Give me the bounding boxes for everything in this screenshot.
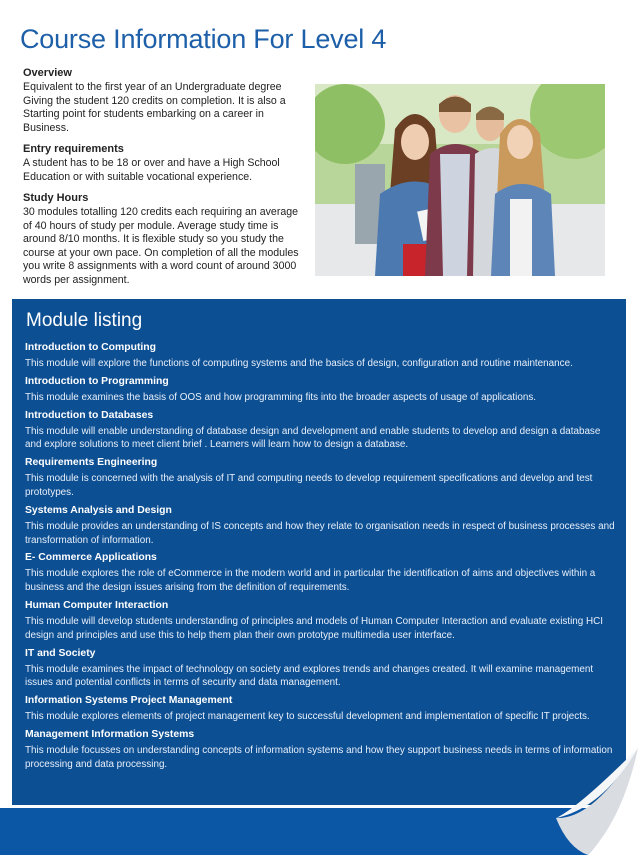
module-title: E- Commerce Applications <box>25 552 157 564</box>
study-hours-heading: Study Hours <box>23 192 89 204</box>
module-title: Requirements Engineering <box>25 457 158 469</box>
module-item <box>25 647 617 691</box>
page-title: Course Information For Level 4 <box>20 24 387 54</box>
module-description: This module is concerned with the analysis of IT and computing needs to develop requirement specifications and develop and test prototypes. <box>25 473 593 498</box>
module-item <box>25 341 617 371</box>
module-title: Introduction to Databases <box>25 409 154 421</box>
footer-band <box>0 808 638 855</box>
module-description: This module will enable understanding of database design and development and enable students to develop and design a database and explore solutions to meet client brief . Learners will learn how to design a database. <box>25 425 601 451</box>
page-curl-graphic <box>548 748 638 855</box>
module-description: This module explores the role of eCommerce in the modern world and in particular the identification of aims and objectives within a business and the design issues arising from the definition of requirements. <box>25 568 596 594</box>
module-item <box>25 728 617 772</box>
module-description: This module explores elements of project management key to successful development and implementation of specific IT projects. <box>25 711 590 723</box>
module-item <box>25 599 617 643</box>
overview-text: Equivalent to the first year of an Undergraduate degree Giving the student 120 credits on completion. It is also a Starting point for students embarking on a career in Business. <box>23 81 286 134</box>
module-title: Information Systems Project Management <box>25 695 233 707</box>
module-description: This module examines the impact of technology on society and explores trends and changes created. It will examine management issues and potential conflicts in terms of security and data management. <box>25 663 594 689</box>
module-item <box>25 694 617 724</box>
module-description: This module will develop students understanding of principles and models of Human Computer Interaction and evaluate existing HCI design and principles and use this to help them plan their own prototype multimedia user interface. <box>25 615 604 641</box>
overview-heading: Overview <box>23 67 72 79</box>
module-description: This module focusses on understanding concepts of information systems and how they support business needs in terms of information processing and data processing. <box>25 744 613 770</box>
module-item <box>25 456 617 500</box>
module-listing-heading: Module listing <box>26 310 143 331</box>
module-description: This module examines the basis of OOS and how programming fits into the broader aspects of usage of applications. <box>25 391 537 403</box>
module-item <box>25 375 617 405</box>
module-list <box>25 341 617 776</box>
entry-requirements-text: A student has to be 18 or over and have a High School Education or with suitable vocational experience. <box>23 157 280 183</box>
module-description: This module will explore the functions of computing systems and the basics of design, configuration and routine maintenance. <box>25 358 573 369</box>
students-photo-illustration <box>315 84 605 276</box>
entry-requirements-heading: Entry requirements <box>23 143 124 155</box>
study-hours-text: 30 modules totalling 120 credits each requiring an average of 40 hours of study per module. Average study time is around 8/10 months. It is flexible study so you study the course at your own pace. On completion of all the modules you write 8 assignments with a word count of around 3000 words per assignment. <box>23 206 299 286</box>
module-title: Introduction to Programming <box>25 375 169 387</box>
module-item <box>25 504 617 548</box>
module-title: Systems Analysis and Design <box>25 504 172 516</box>
module-title: Human Computer Interaction <box>25 599 169 611</box>
module-title: Management Information Systems <box>25 728 195 740</box>
module-item <box>25 409 617 453</box>
intro-section <box>23 67 303 295</box>
module-title: IT and Society <box>25 647 96 659</box>
students-group-photo <box>315 84 605 276</box>
module-title: Introduction to Computing <box>25 342 157 353</box>
module-item <box>25 551 617 595</box>
module-description: This module provides an understanding of IS concepts and how they relate to organisation needs in respect of business processes and transformation of information. <box>25 520 615 546</box>
